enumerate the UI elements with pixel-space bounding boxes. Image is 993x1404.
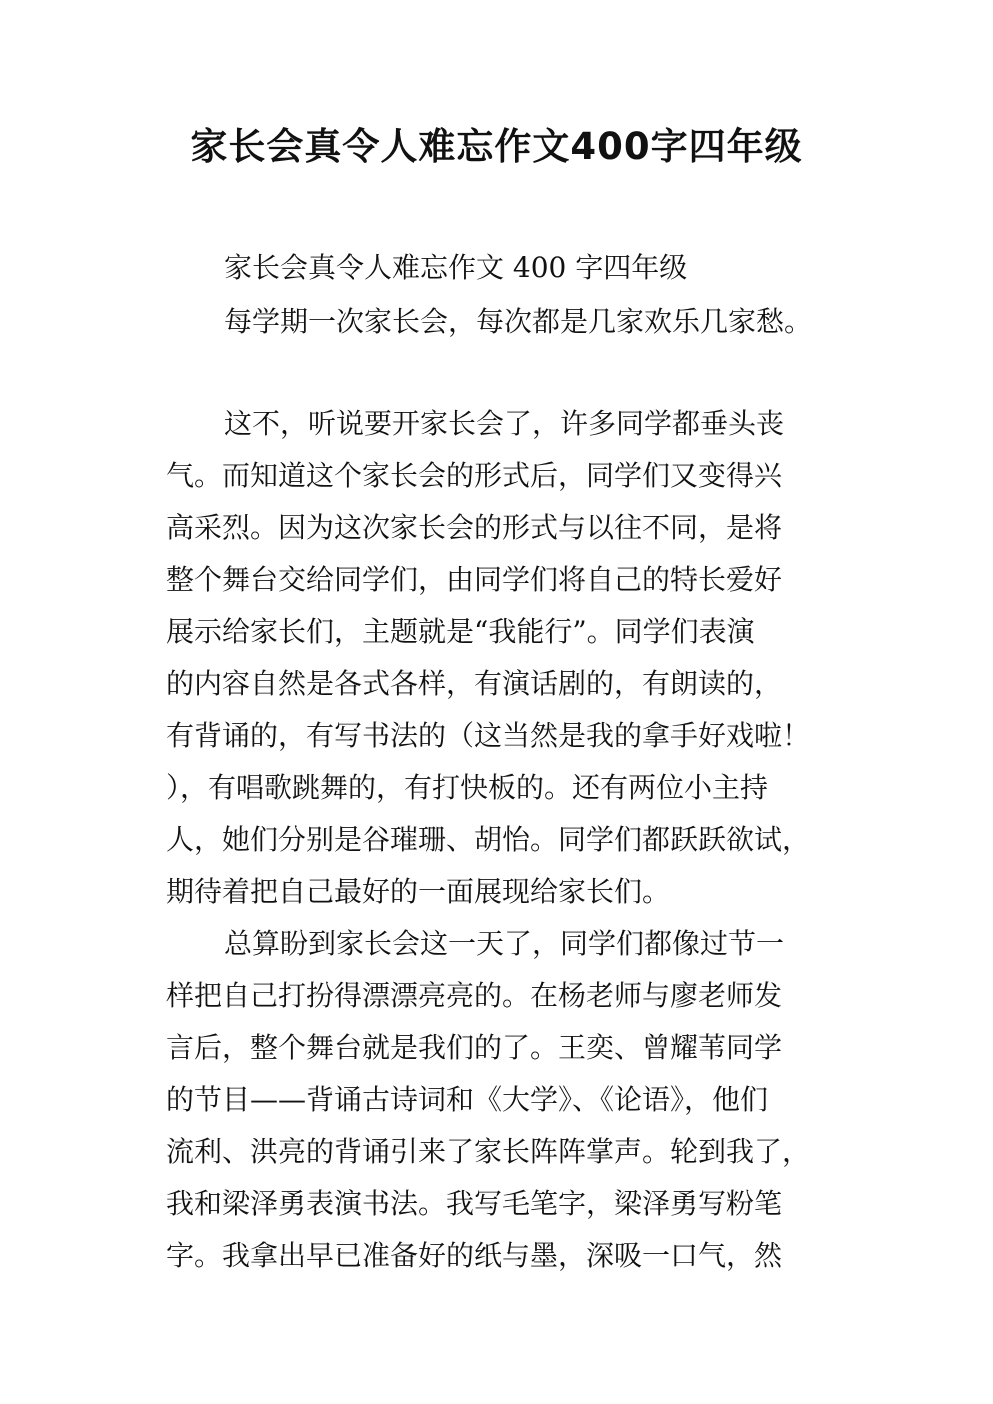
text-line: 样把自己打扮得漂漂亮亮的。在杨老师与廖老师发 xyxy=(166,979,783,1012)
text-line: 的节目——背诵古诗词和《大学》、《论语》，他们 xyxy=(166,1083,769,1116)
text-line: 整个舞台交给同学们，由同学们将自己的特长爱好 xyxy=(166,563,783,596)
text-line: 展示给家长们，主题就是“我能行”。同学们表演 xyxy=(166,615,755,648)
text-line: 期待着把自己最好的一面展现给家长们。 xyxy=(166,875,671,908)
document-title: 家长会真令人难忘作文400字四年级 xyxy=(190,125,803,168)
text-line: 的内容自然是各式各样，有演话剧的，有朗读的， xyxy=(166,667,783,700)
text-line: 流利、洪亮的背诵引来了家长阵阵掌声。轮到我了， xyxy=(166,1135,811,1168)
text-line: 人，她们分别是谷璀珊、胡怡。同学们都跃跃欲试， xyxy=(166,823,811,856)
text-line: 家长会真令人难忘作文 400 字四年级 xyxy=(224,251,688,284)
text-line: 每学期一次家长会，每次都是几家欢乐几家愁。 xyxy=(224,305,813,338)
text-line: 有背诵的，有写书法的（这当然是我的拿手好戏啦！ xyxy=(166,719,811,752)
text-line: 我和梁泽勇表演书法。我写毛笔字，梁泽勇写粉笔 xyxy=(166,1187,783,1220)
text-line: 字。我拿出早已准备好的纸与墨，深吸一口气，然 xyxy=(166,1239,783,1272)
text-line: 这不，听说要开家长会了，许多同学都垂头丧 xyxy=(224,407,785,440)
text-line: 气。而知道这个家长会的形式后，同学们又变得兴 xyxy=(166,459,783,492)
text-line: ），有唱歌跳舞的，有打快板的。还有两位小主持 xyxy=(166,771,769,804)
text-line: 总算盼到家长会这一天了，同学们都像过节一 xyxy=(224,927,785,960)
text-line: 高采烈。因为这次家长会的形式与以往不同，是将 xyxy=(166,511,783,544)
text-line: 言后，整个舞台就是我们的了。王奕、曾耀苇同学 xyxy=(166,1031,783,1064)
